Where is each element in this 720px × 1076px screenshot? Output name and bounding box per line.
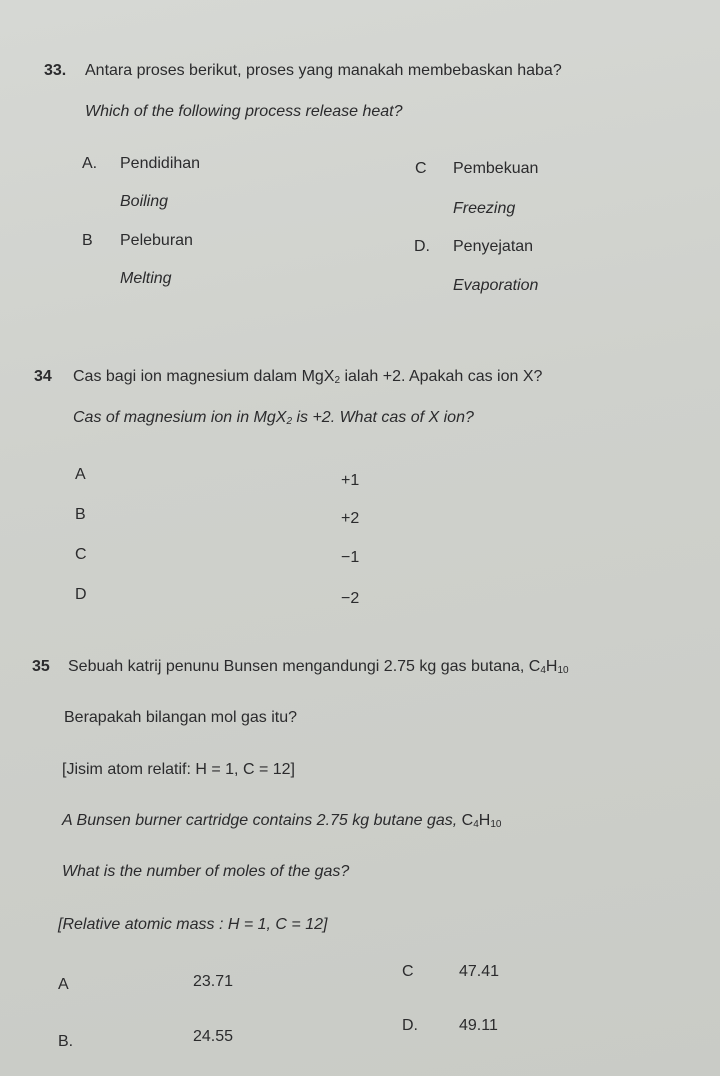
option-b-letter[interactable]: B [75,506,86,523]
formula-mgx2-en-main: MgX [253,409,287,426]
question-35-number: 35 [32,658,50,675]
formula-mgx2 [302,368,340,385]
question-34-text-en-end: is +2. What cas of X ion? [292,409,474,426]
question-35-line-1 [68,658,569,676]
option-a-letter[interactable]: A. [82,155,98,172]
option-a-text[interactable]: Pendidihan [120,155,201,172]
question-34-number: 34 [34,368,52,385]
option-b-value[interactable]: +2 [341,510,360,527]
formula-c4h10-carbon-subscript: 4 [540,665,546,676]
option-a-value[interactable]: 23.71 [193,973,234,990]
option-c-text[interactable]: Pembekuan [453,160,539,177]
option-c-letter[interactable]: C [75,546,87,563]
formula-c4h10-hydrogen-subscript: 10 [557,665,569,676]
formula-mgx2-en [254,409,292,426]
option-b-text[interactable]: Peleburan [120,232,193,249]
question-34-text-ms [73,368,542,386]
formula-mgx2-main: MgX [301,368,335,385]
question-35-line-2-en: What is the number of moles of the gas? [62,863,350,880]
question-33-number: 33. [44,62,67,79]
formula-c4h10-hydrogen: H [545,658,558,675]
question-35-line-3: [Jisim atom relatif: H = 1, C = 12] [62,761,295,778]
option-d-text[interactable]: Penyejatan [453,238,534,255]
question-33-text-ms: Antara proses berikut, proses yang manakah membebaskan haba? [85,62,562,79]
question-34-text-ms-start: Cas bagi ion magnesium dalam [73,368,302,385]
option-c-letter[interactable]: C [402,963,414,980]
option-c-value[interactable]: 47.41 [459,963,500,980]
formula-mgx2-subscript: 2 [334,375,341,386]
option-a-letter[interactable]: A [58,976,69,993]
option-d-value[interactable]: −2 [341,590,360,607]
question-34-text-en-start: Cas of magnesium ion in [73,409,254,426]
option-a-translation: Boiling [120,193,169,210]
question-35-line-1-en [62,812,501,830]
option-d-letter[interactable]: D [75,586,87,603]
option-a-value[interactable]: +1 [341,472,360,489]
question-35-line-3-en: [Relative atomic mass : H = 1, C = 12] [58,916,328,933]
formula-c4h10 [529,658,569,675]
option-d-letter[interactable]: D. [402,1017,418,1034]
option-d-translation: Evaporation [453,277,539,294]
option-d-letter[interactable]: D. [414,238,430,255]
formula-mgx2-en-subscript: 2 [286,416,292,427]
option-a-letter[interactable]: A [75,466,86,483]
question-35-line-1-text: Sebuah katrij penunu Bunsen mengandungi 2.75 kg gas butana, [68,658,529,675]
question-34-text-ms-end: ialah +2. Apakah cas ion X? [340,368,543,385]
formula-c4h10-en-carbon: C [461,812,474,829]
question-33-text-en: Which of the following process release heat? [85,103,403,120]
formula-c4h10-en-hydrogen: H [478,812,491,829]
formula-c4h10-en [462,812,502,829]
option-c-value[interactable]: −1 [341,549,360,566]
question-35-line-1-en-text: A Bunsen burner cartridge contains 2.75 kg butane gas, [62,812,462,829]
option-b-translation: Melting [120,270,172,287]
option-c-translation: Freezing [453,200,516,217]
option-c-letter[interactable]: C [415,160,427,177]
formula-c4h10-carbon: C [528,658,541,675]
option-b-letter[interactable]: B. [58,1033,74,1050]
option-b-letter[interactable]: B [82,232,93,249]
option-d-value[interactable]: 49.11 [459,1017,498,1034]
question-35-line-2: Berapakah bilangan mol gas itu? [64,709,298,726]
question-34-text-en [73,409,474,427]
formula-c4h10-en-carbon-subscript: 4 [473,819,479,830]
formula-c4h10-en-hydrogen-subscript: 10 [490,819,502,830]
option-b-value[interactable]: 24.55 [193,1028,234,1045]
